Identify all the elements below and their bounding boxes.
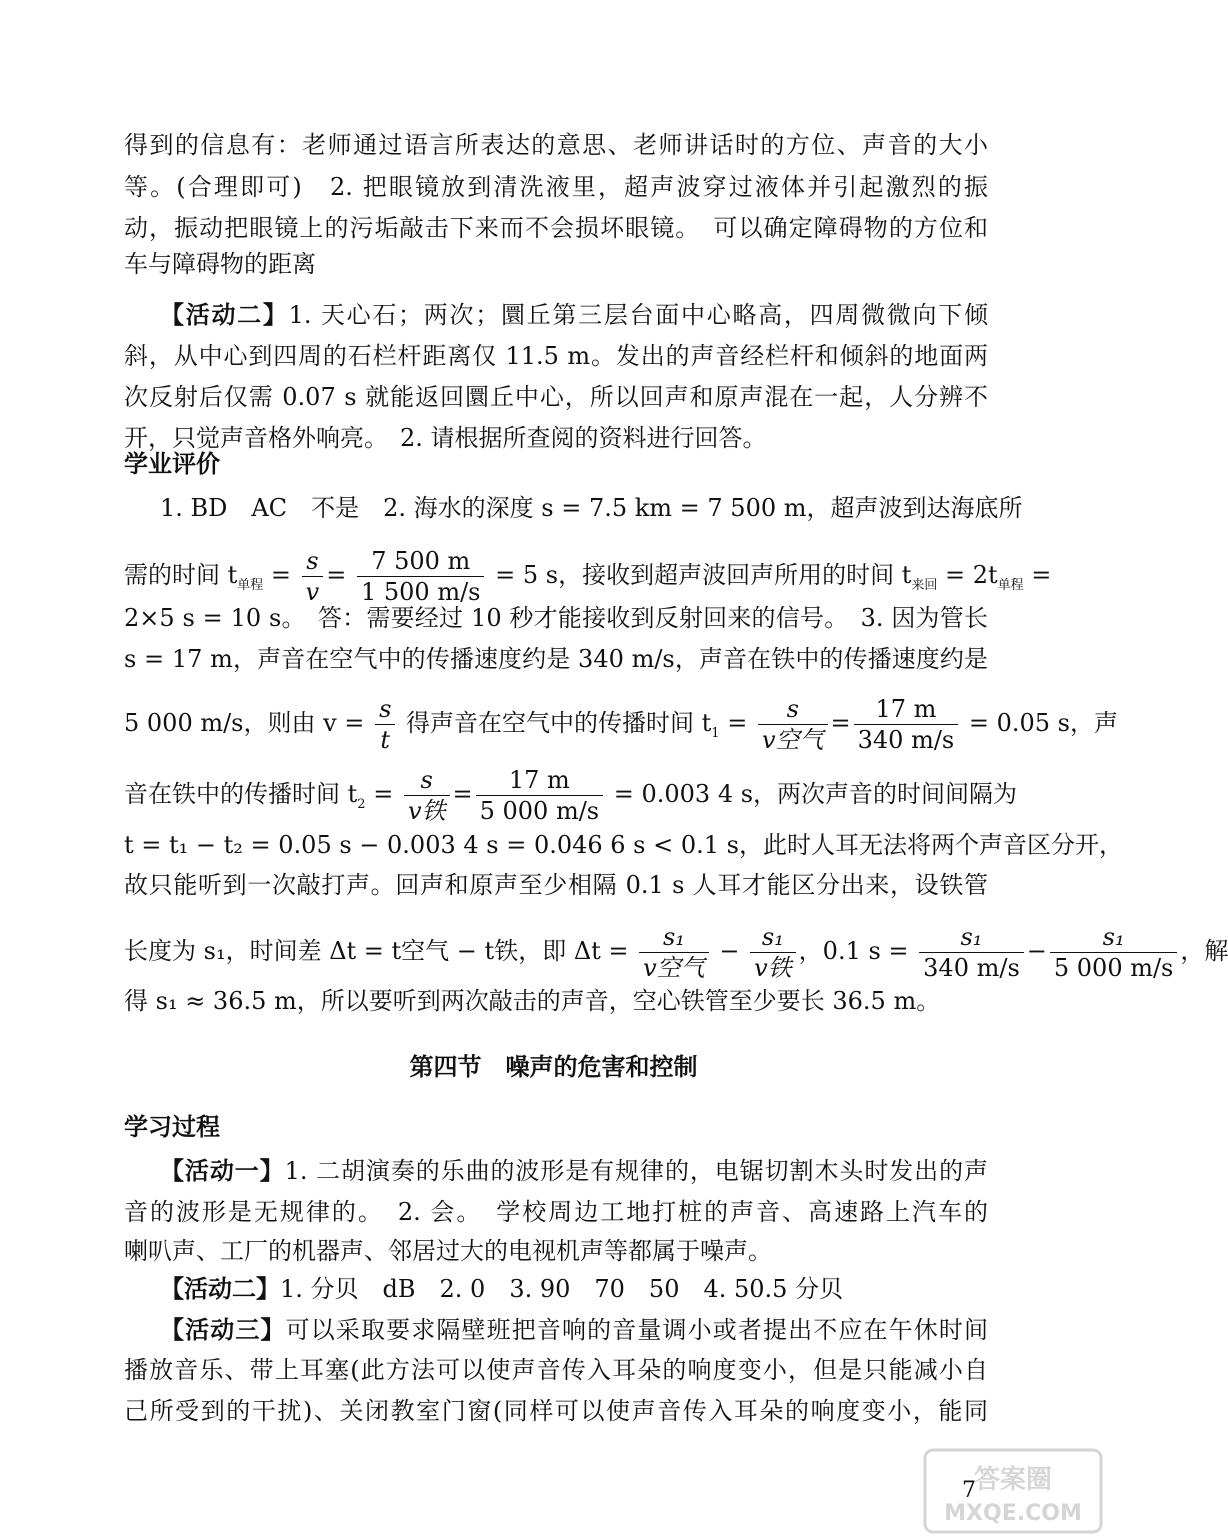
para1-line1: 得到的信息有：老师通过语言所表达的意思、老师讲话时的方位、声音的大小 [124, 131, 988, 159]
fraction-17-over-5000: $\frac{17 m}{5 000 m/s}$ [476, 768, 604, 823]
activity2a-line1: 【活动二】1. 天心石；两次；圜丘第三层台面中心略高，四周微微向下倾 [160, 300, 988, 329]
fraction-s1-over-340: $\frac{\text{s₁}}{340 m/s}$ [919, 925, 1024, 980]
activity2b-line1: 【活动二】1. 分贝 dB 2. 0 3. 90 70 50 4. 50.5 分贝 [160, 1274, 844, 1303]
para1-line2: 等。(合理即可) 2. 把眼镜放到清洗液里，超声波穿过液体并引起激烈的振 [124, 173, 988, 201]
activity2a-line2: 斜，从中心到四周的石栏杆距离仅 11.5 m。发出的声音经栏杆和倾斜的地面两 [124, 342, 988, 370]
fraction-s-over-v-air: $\frac{s}{\text{v空气}}$ [758, 697, 828, 752]
eval-line10: 得 s₁ ≈ 36.5 m，所以要听到两次敲击的声音，空心铁管至少要长 36.5 m。 [124, 987, 941, 1015]
section-heading-evaluation: 学业评价 [124, 450, 220, 478]
eval-line4: s = 17 m，声音在空气中的传播速度约是 340 m/s，声音在铁中的传播速度约是 [124, 645, 988, 673]
eval-line6: 音在铁中的传播时间 $t_2$ = $\frac{s}{\text{v铁}}$ = $\frac{17 m}{5 000 m/s}$ = 0.003 4 s，两次声音的时间间隔为 [124, 766, 1018, 825]
fraction-s1-over-5000: $\frac{\text{s₁}}{5 000 m/s}$ [1050, 925, 1178, 980]
watermark-logo [923, 1448, 1103, 1534]
activity3-line3: 己所受到的干扰)、关闭教室门窗(同样可以使声音传入耳朵的响度变小，能同 [124, 1397, 988, 1425]
eval-line9: 长度为 s₁，时间差 Δt = t空气 − t铁，即 Δt = $\frac{\text{s₁}}{\text{v空气}}$ − $\frac{\text{s₁}}{\text{v铁}}$ ，0.1 s = $\frac{\text{s₁}}{340 m/s}$ − $\frac{\text{s₁}}{5 000 m/s}$ ，解 [124, 923, 1228, 982]
activity1-line2: 音的波形是无规律的。 2. 会。 学校周边工地打桩的声音、高速路上汽车的 [124, 1198, 988, 1226]
para1-line3: 动，振动把眼镜上的污垢敲击下来而不会损坏眼镜。 可以确定障碍物的方位和 [124, 214, 988, 242]
eval-line7: t = t₁ − t₂ = 0.05 s − 0.003 4 s = 0.046 6 s < 0.1 s，此时人耳无法将两个声音区分开， [124, 831, 1123, 859]
activity3-line2: 播放音乐、带上耳塞(此方法可以使声音传入耳朵的响度变小，但是只能减小自 [124, 1356, 988, 1384]
section-title: 第四节 噪声的危害和控制 [409, 1053, 698, 1081]
fraction-s-over-v: $\frac{s}{v}$ [302, 549, 324, 604]
eval-line2: 需的时间 $t_{单程}$ = $\frac{s}{v}$ = $\frac{7 500 m}{1 500 m/s}$ = 5 s，接收到超声波回声所用的时间 $t_{来回} = 2t_{单程}$ = [124, 547, 1052, 606]
fraction-s-over-t: $\frac{s}{t}$ [375, 697, 395, 752]
activity-label: 【活动一】 [160, 1156, 285, 1185]
section-heading-process: 学习过程 [124, 1113, 220, 1141]
eval-line1: 1. BD AC 不是 2. 海水的深度 s = 7.5 km = 7 500 m，超声波到达海底所 [160, 494, 1023, 522]
activity1-line3: 喇叭声、工厂的机器声、邻居过大的电视机声等都属于噪声。 [124, 1237, 772, 1265]
activity1-line1: 【活动一】1. 二胡演奏的乐曲的波形是有规律的，电锯切割木头时发出的声 [160, 1156, 988, 1185]
eval-line5: 5 000 m/s，则由 v = $\frac{s}{t}$ 得声音在空气中的传播时间 $t_1$ = $\frac{s}{\text{v空气}}$ = $\frac{17 m}{340 m/s}$ = 0.05 s，声 [124, 695, 1118, 754]
eval-line3: 2×5 s = 10 s。 答：需要经过 10 秒才能接收到反射回来的信号。 3. 因为管长 [124, 604, 988, 632]
fraction-s-over-v-iron: $\frac{s}{\text{v铁}}$ [404, 768, 450, 823]
eval-line8: 故只能听到一次敲打声。回声和原声至少相隔 0.1 s 人耳才能区分出来，设铁管 [124, 871, 988, 899]
para1-line4: 车与障碍物的距离 [124, 250, 316, 278]
fraction-s1-over-v-air: $\frac{\text{s₁}}{\text{v空气}}$ [639, 925, 709, 980]
svg-text:答案圈: 答案圈 [973, 1465, 1053, 1495]
activity-label: 【活动二】 [160, 300, 289, 329]
activity-label: 【活动二】 [160, 1274, 280, 1303]
activity2a-line3: 次反射后仅需 0.07 s 就能返回圜丘中心，所以回声和原声混在一起，人分辨不 [124, 383, 988, 411]
fraction-s1-over-v-iron: $\frac{\text{s₁}}{\text{v铁}}$ [750, 925, 796, 980]
activity-label: 【活动三】 [160, 1315, 286, 1344]
fraction-17-over-340: $\frac{17 m}{340 m/s}$ [854, 697, 959, 752]
activity2a-line4: 开，只觉声音格外响亮。 2. 请根据所查阅的资料进行回答。 [124, 424, 767, 452]
svg-text:MXQE.COM: MXQE.COM [944, 1501, 1082, 1526]
activity3-line1: 【活动三】可以采取要求隔壁班把音响的音量调小或者提出不应在午休时间 [160, 1315, 988, 1344]
fraction-depth-over-speed: $\frac{7 500 m}{1 500 m/s}$ [357, 549, 485, 604]
page-number: 7 [962, 1478, 976, 1503]
